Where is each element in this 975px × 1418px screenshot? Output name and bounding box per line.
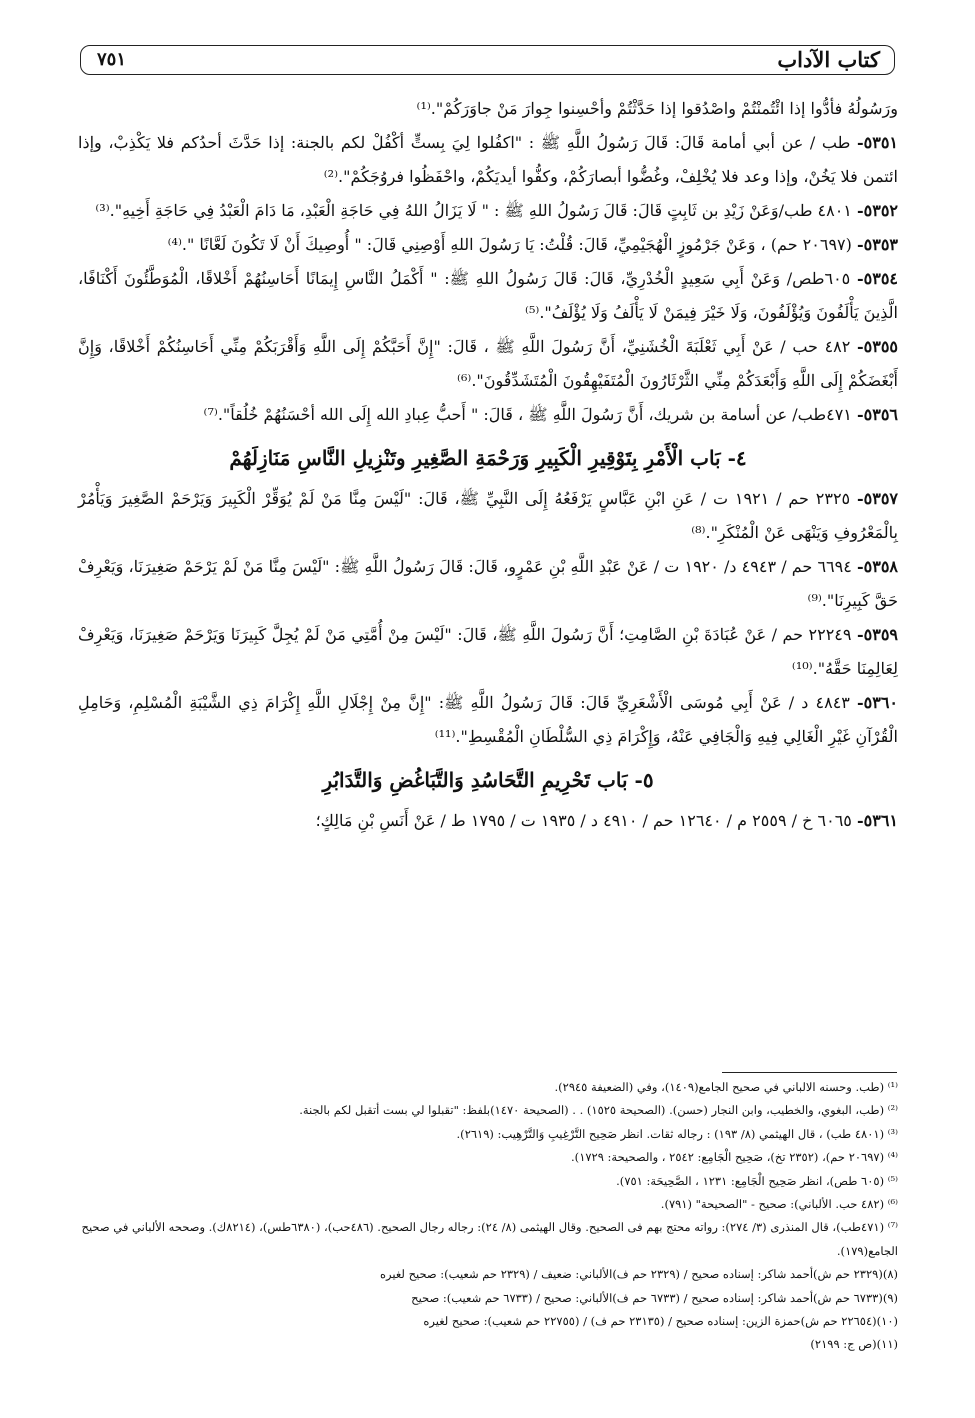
hadith-number: ٥٣٥٦- — [856, 405, 898, 424]
hadith-paragraph: ٥٣٥١- طب / عن أبي أمامة قَالَ: قَالَ رَسُولُ اللَّهِ ﷺ : "اكفُلوا لِيَ بِستٍّ أكْفُلْ لكم بالجنة: إذا حَدَّثَ أحدُكم فلا يَكْذِبْ، وإذا ائتمن فلا يَخُنْ، وإذا وعد فلا يُخْلِفْ، وغُضُّوا أبصارَكُمْ، وكفُّوا أيديَكُمْ، واحْفَظُوا فروُجَكُمْ".⁽²⁾ — [78, 133, 899, 186]
footnote: ⁽¹⁾ (طب. وحسنه الالباني في صحيح الجامع(١٤٠٩)، وفي (الضعيفة ٢٩٤٥). — [554, 1080, 898, 1094]
hadith-number: ٥٣٥٥- — [857, 337, 899, 356]
hadith-number: ٥٣٥٩- — [856, 625, 898, 644]
footnote: ⁽³⁾ (٤٨٠١ طب) ، قال الهيثمي (٨/ ١٩٣) : رجاله ثقات. انظر صَحِيح التَّرْغِيبِ وَالتَّرْهِيب: (٢٦١٩). — [456, 1126, 898, 1141]
chapter-title: ٤- بَاب الْأَمْرِ بِتَوْقِيرِ الْكَبِيرِ وَرَحْمَةِ الصَّغِيرِ وتَنْزِيلِ النَّاسِ مَنَازِلَهُمْ — [229, 446, 747, 470]
footnote: ⁽⁵⁾ (٦٠٥ طص)، انظر صَحِيح الْجَامِع: ١٢٣١ ، الصَّحِيحَة: ٧٥١). — [616, 1173, 898, 1188]
hadith-number: ٥٣٥١- — [857, 133, 899, 152]
hadith-number: ٥٣٦٠- — [856, 693, 898, 712]
hadith-number: ٥٣٥٣- — [856, 235, 898, 254]
hadith-paragraph: ٥٣٥٦- ٤٧١طب/ عن أسامة بن شريك، أَنَّ رَسُولَ اللَّهِ ﷺ ، قَالَ: " أَحبُّ عِبادِ الله إِلَى الله أحْسَنُهُمْ خُلُقاً".⁽⁷⁾ — [203, 405, 898, 424]
page-header — [80, 45, 895, 75]
hadith-number: ٥٣٥٧- — [857, 489, 899, 508]
chapter-title: ٥- بَاب تَحْرِيمِ التَّحَاسُدِ وَالتَّبَاغُضِ وَالتَّدَابُرِ — [322, 768, 654, 792]
footnotes — [70, 1076, 898, 1357]
page-number: ٧٥١ — [97, 49, 127, 70]
footnote: (١١)(ص ج: ٢١٩٩) — [810, 1337, 898, 1352]
hadith-paragraph: ٥٣٥٢- ٤٨٠١ طب/وَعَنْ زَيْدِ بن ثَابِتٍ قَالَ: قَالَ رَسُولُ اللهِ ﷺ : " لَا يَزَالُ اللهُ فِي حَاجَةِ الْعَبْدِ، مَا دَامَ الْعَبْدُ فِي حَاجَةِ أَخِيهِ".⁽³⁾ — [95, 201, 898, 220]
hadith-paragraph: ٥٣٥٤- ٦٠٥طص/ وَعَنْ أَبِي سَعِيدٍ الْخُدْرِيِّ، قَالَ: قَالَ رَسُولُ اللهِ ﷺ: " أَكْمَلُ النَّاسِ إِيمَانًا أَحَاسِنُهُمْ أَخْلاقًا، الْمُوَطَّئُونَ أَكْنَافًا، الَّذِينَ يَأْلَفُونَ وَيُؤْلَفُونَ، وَلَا خَيْرَ فِيمَنْ لَا يَأْلَفُ وَلَا يُؤْلَفُ".⁽⁵⁾ — [78, 269, 898, 322]
hadith-paragraph: ٥٣٦١- ٦٠٦٥ خ / ٢٥٥٩ م / ١٢٦٤٠ حم / ٤٩١٠ د / ١٩٣٥ ت / ١٧٩٥ ط / عَنْ أَنَسِ بْنِ مَالِكٍ؛ — [315, 811, 898, 830]
footnote: ⁽⁷⁾ (٤٧١طب)، قال المنذرى (٣/ ٢٧٤): رواته محتج بهم فى الصحيح. وقال الهيثمى (٨/ ٢٤): رجاله رجال الصحيح. (٤٨٦حب)، (٦٣٨٠طس)، (٨٢١٤ك). وصححه الألباني في صحيح الجامع(١٧٩). — [81, 1220, 898, 1258]
hadith-number: ٥٣٥٨- — [856, 557, 898, 576]
footnote: ⁽²⁾ (طب، البغوي، والخطيب، وابن النجار (حسن). (الصحيحة ١٥٢٥) . . (الصحيحة ١٤٧٠)بلفظ: "تقبلوا لي بست أتقبل لكم بالجنة. — [299, 1103, 898, 1118]
book-title: كتاب الآداب — [777, 47, 880, 72]
hadith-paragraph: ٥٣٥٧- ٢٣٢٥ حم / ١٩٢١ ت / عَنِ ابْنِ عَبَّاسٍ يَرْفَعُهُ إِلَى النَّبِيِّ ﷺ، قَالَ: "لَيْسَ مِنَّا مَنْ لَمْ يُوَقِّرْ الْكَبِيرَ وَيَرْحَمْ الصَّغِيرَ وَيَأْمُرْ بِالْمَعْرُوفِ وَيَنْهَى عَنْ الْمُنْكَرِ".⁽⁸⁾ — [78, 489, 899, 542]
footnote: (٨)(٢٣٢٩ حم ش)أحمد شاكر: إسناده صحيح / (٢٣٢٩ حم ف)الألباني: ضعيف / (٢٣٢٩ حم شعيب): صحيح لغيره — [380, 1267, 898, 1282]
hadith-number: ٥٣٥٤- — [856, 269, 898, 288]
hadith-paragraph: ٥٣٥٣- (٢٠٦٩٧ حم) ، وَعَنْ جَرْمُوزٍ الْهُجَيْمِيِّ، قَالَ: قُلْتُ: يَا رَسُولَ اللهِ أَوْصِنِي قَالَ: " أُوصِيكَ أَنْ لَا تَكُونَ لَعَّانًا ".⁽⁴⁾ — [167, 235, 898, 254]
hadith-number: ٥٣٦١- — [856, 811, 898, 830]
main-text — [78, 92, 898, 838]
hadith-paragraph: ٥٣٥٥- ٤٨٢ حب / عَنْ أَبِي ثَعْلَبَةَ الْخُشَنِيِّ، أَنَّ رَسُولَ اللَّهِ ﷺ ، قَالَ: "إِنَّ أَحَبَّكُمْ إِلَى اللَّهِ وَأَقْرَبَكُمْ مِنِّي أَحَاسِنُكُمْ أَخْلاقًا، وَإِنَّ أَبْغَضَكُمْ إِلَى اللَّهِ وَأَبْعَدَكُمْ مِنِّي الثَّرْثَارُونَ الْمُتَفَيْهِقُونَ الْمُتَشَدِّقُونَ".⁽⁶⁾ — [78, 337, 899, 390]
footnote: ⁽⁶⁾ (٤٨٢ حب. الألباني): صحيح - "الصحيحة" (٧٩١). — [660, 1197, 898, 1212]
hadith-paragraph: ورَسُولُهُ فأدُّوا إذا ائْتُمنْتُمْ واصْدُقوا إذا حَدَّثْتُمْ وأحْسِنوا جِوارَ مَنْ جاوَرَكُمْ".⁽¹⁾ — [416, 99, 898, 118]
hadith-paragraph: ٥٣٥٨- ٦٦٩٤ حم / ٤٩٤٣ د/ ١٩٢٠ ت / عَنْ عَبْدِ اللَّهِ بْنِ عَمْرٍو، قَالَ: قَالَ رَسُولُ اللَّهِ ﷺ: "لَيْسَ مِنَّا مَنْ لَمْ يَرْحَمْ صَغِيرَنَا، وَيَعْرِفْ حَقَّ كَبِيرِنَا".⁽⁹⁾ — [78, 557, 898, 610]
hadith-paragraph: ٥٣٦٠- ٤٨٤٣ د / عَنْ أَبِي مُوسَى الْأَشْعَرِيِّ قَالَ: قَالَ رَسُولُ اللَّهِ ﷺ: "إِنَّ مِنْ إِجْلَالِ اللَّهِ إِكْرَامَ ذِي الشَّيْبَةِ الْمُسْلِمِ، وَحَامِلِ الْقُرْآنِ غَيْرِ الْغَالِي فِيهِ وَالْجَافِي عَنْهُ، وَإِكْرَامَ ذِي السُّلْطَانِ الْمُقْسِطِ".⁽¹¹⁾ — [78, 693, 898, 746]
hadith-paragraph: ٥٣٥٩- ٢٢٢٤٩ حم / عَنْ عُبَادَةَ بْنِ الصَّامِتِ؛ أَنَّ رَسُولَ اللَّهِ ﷺ، قَالَ: "لَيْسَ مِنْ أُمَّتِي مَنْ لَمْ يُجِلَّ كَبِيرَنَا وَيَرْحَمْ صَغِيرَنَا، وَيَعْرِفْ لِعَالِمِنَا حَقَّهُ".⁽¹⁰⁾ — [78, 625, 898, 678]
hadith-number: ٥٣٥٢- — [856, 201, 898, 220]
footnote: (٩)(٦٧٣٣ حم ش)أحمد شاكر: إسناده صحيح / (٦٧٣٣ حم ف)الألباني: صحيح / (٦٧٣٣ حم شعيب): صحيح — [411, 1290, 898, 1305]
footnote: (١٠)(٢٢٦٥٤ حم ش)حمزة الزين: إسناده صحيح / (٢٣١٣٥ حم ف) / (٢٢٧٥٥ حم شعيب): صحيح لغيره — [423, 1314, 898, 1329]
footnote-divider — [722, 1072, 897, 1073]
footnote: ⁽⁴⁾ (٢٠٦٩٧ حم)، (٢٣٥٢ تخ)، صَحِيح الْجَامِع: ٢٥٤٢ ، والصحيحة: ١٧٢٩). — [571, 1150, 898, 1165]
